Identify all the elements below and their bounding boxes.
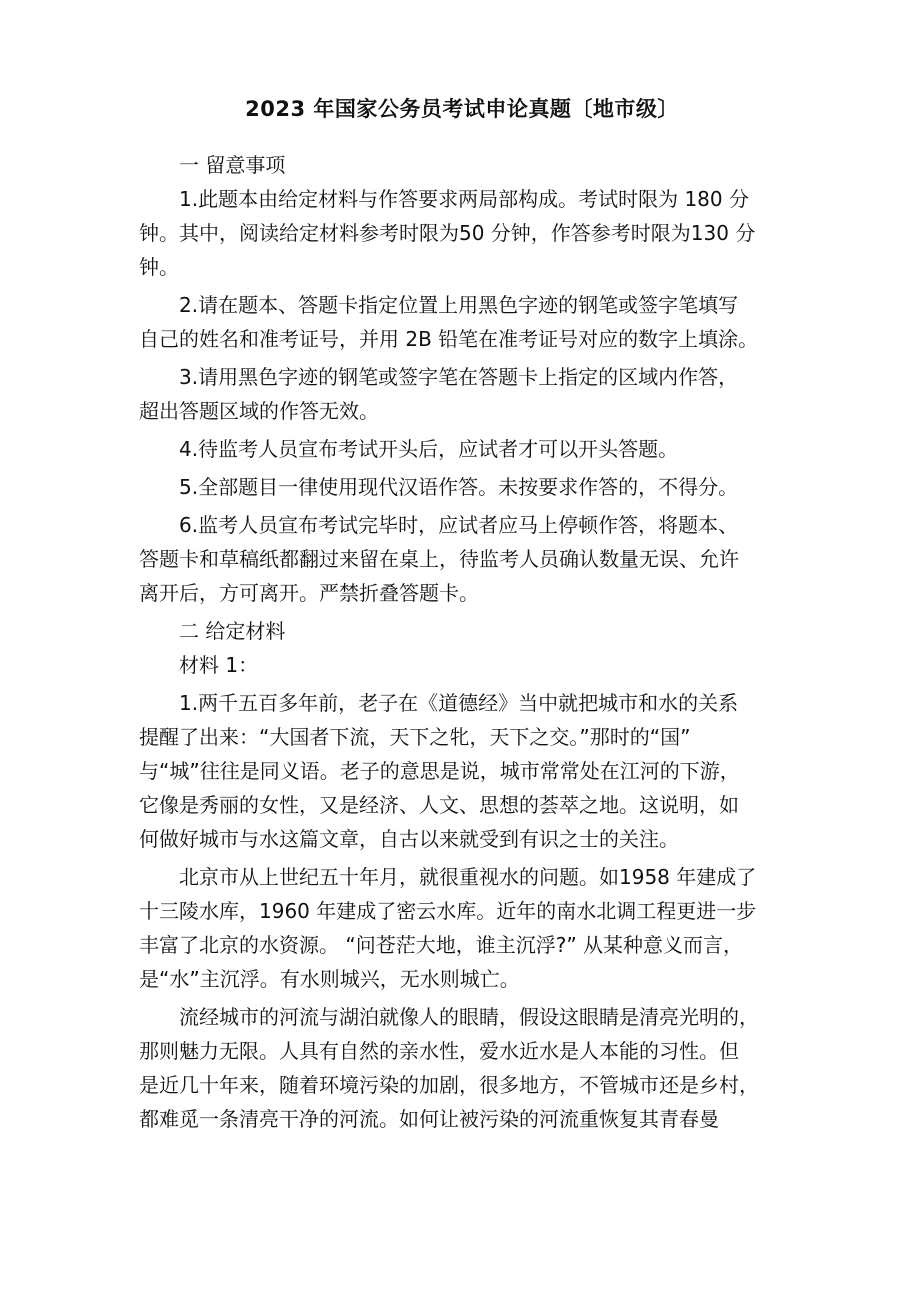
notice-item-line: 自己的姓名和准考证号，并用 2B 铅笔在准考证号对应的数字上填涂。 <box>139 327 759 351</box>
material-paragraph-line: 北京市从上世纪五十年月，就很重视水的问题。如1958 年建成了 <box>179 865 757 889</box>
material-paragraph-line: 都难觅一条清亮干净的河流。如何让被污染的河流重恢复其青春曼 <box>139 1107 719 1131</box>
material-paragraph <box>139 1000 785 1136</box>
notice-item-line: 3.请用黑色字迹的钢笔或签字笔在答题卡上指定的区域内作答， <box>179 365 739 389</box>
notice-item-line: 1.此题本由给定材料与作答要求两局部构成。考试时限为 180 分 <box>179 187 749 211</box>
notice-item-line: 4.待监考人员宣布考试开头后，应试者才可以开头答题。 <box>179 437 679 461</box>
notice-item <box>139 508 785 610</box>
page-title: 2023 年国家公务员考试申论真题〔地市级〕 <box>245 97 679 121</box>
notice-item <box>139 432 785 466</box>
notice-item-line: 答题卡和草稿纸都翻过来留在桌上，待监考人员确认数量无误、允许 <box>139 547 739 571</box>
notice-item <box>139 470 785 504</box>
material-paragraph <box>139 860 785 996</box>
material-paragraph-line: 与“城”往往是同义语。老子的意思是说，城市常常处在江河的下游， <box>139 759 740 783</box>
material-paragraph-line: 何做好城市与水这篇文章，自古以来就受到有识之士的关注。 <box>139 827 679 851</box>
notice-item-line: 2.请在题本、答题卡指定位置上用黑色字迹的钢笔或签字笔填写 <box>179 293 739 317</box>
notice-item-line: 离开后，方可离开。严禁折叠答题卡。 <box>139 581 479 605</box>
notice-item-line: 超出答题区域的作答无效。 <box>139 399 379 423</box>
notice-item-line: 5.全部题目一律使用现代汉语作答。未按要求作答的，不得分。 <box>179 475 739 499</box>
material-paragraph <box>139 686 785 856</box>
notice-item-line: 6.监考人员宣布考试完毕时，应试者应马上停顿作答，将题本、 <box>179 513 739 537</box>
material-paragraph-line: 是“水”主沉浮。有水则城兴，无水则城亡。 <box>139 967 520 991</box>
material-paragraph-line: 丰富了北京的水资源。 “问苍茫大地，谁主沉浮?” 从某种意义而言， <box>139 933 744 957</box>
notice-item <box>139 360 785 428</box>
material-paragraph-line: 是近几十年来，随着环境污染的加剧，很多地方，不管城市还是乡村， <box>139 1073 759 1097</box>
material-paragraph-line: 1.两千五百多年前，老子在《道德经》当中就把城市和水的关系 <box>179 691 739 715</box>
material-paragraph-line: 提醒了出来：“大国者下流，天下之牝，天下之交。”那时的“国” <box>139 725 691 749</box>
material-paragraph-line: 十三陵水库，1960 年建成了密云水库。近年的南水北调工程更进一步 <box>139 899 757 923</box>
notice-heading: 一 留意事项 <box>179 153 286 177</box>
notice-item <box>139 182 785 284</box>
material-label: 材料 1： <box>179 653 259 677</box>
material-heading: 二 给定材料 <box>179 619 286 643</box>
material-paragraph-line: 流经城市的河流与湖泊就像人的眼睛，假设这眼睛是清亮光明的， <box>179 1005 759 1029</box>
material-paragraph-line: 它像是秀丽的女性，又是经济、人文、思想的荟萃之地。这说明，如 <box>139 793 739 817</box>
notice-item-line: 钟。其中，阅读给定材料参考时限为50 分钟，作答参考时限为130 分 <box>139 221 756 245</box>
notice-list <box>139 182 785 610</box>
document-page <box>139 92 785 1140</box>
material-list <box>139 686 785 1136</box>
notice-item-line: 钟。 <box>139 255 179 279</box>
material-paragraph-line: 那则魅力无限。人具有自然的亲水性，爱水近水是人本能的习性。但 <box>139 1039 739 1063</box>
notice-item <box>139 288 785 356</box>
